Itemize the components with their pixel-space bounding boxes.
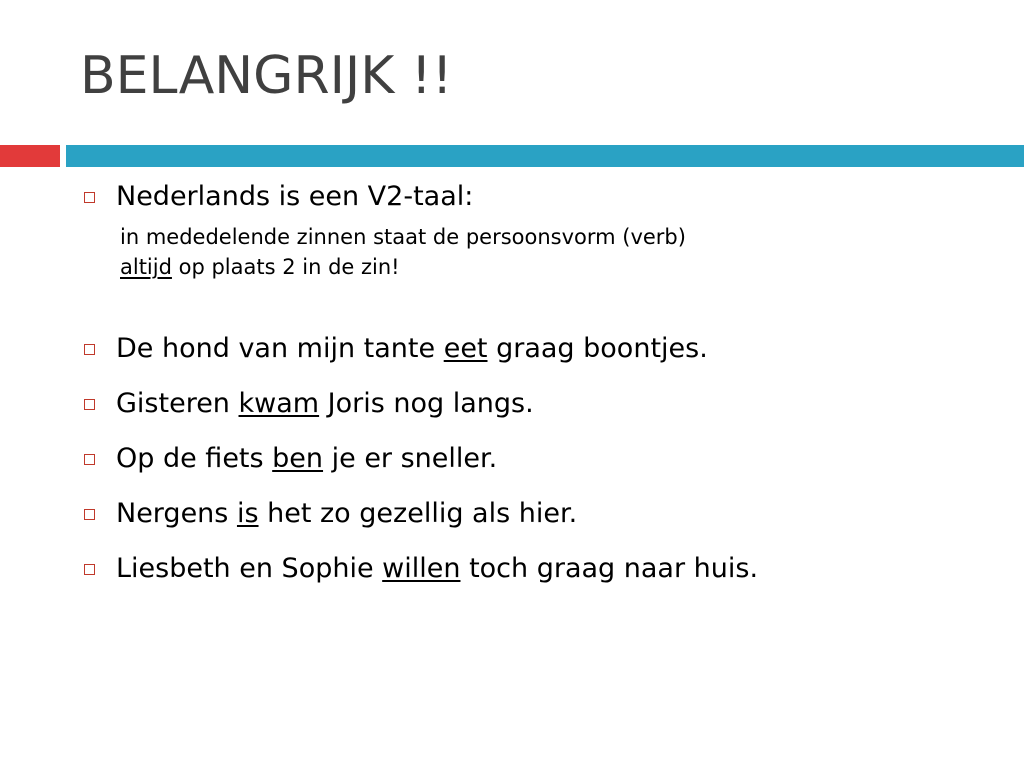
explanation-line-2-rest: op plaats 2 in de zin! (171, 255, 400, 279)
example-after: Joris nog langs. (319, 388, 534, 419)
intro-bullet (80, 180, 1000, 214)
example-verb: willen (382, 553, 461, 584)
example-after: het zo gezellig als hier. (258, 498, 578, 529)
slide-title: BELANGRIJK !! (80, 46, 453, 106)
example-before: Liesbeth en Sophie (116, 553, 383, 584)
intro-text: Nederlands is een V2-taal: (116, 181, 474, 212)
accent-bar-red (0, 145, 60, 167)
example-item (80, 552, 1000, 586)
explanation-line-2 (120, 252, 1000, 282)
example-verb: eet (443, 333, 488, 364)
example-item (80, 387, 1000, 421)
example-before: De hond van mijn tante (116, 333, 444, 364)
square-outline-icon (84, 564, 95, 575)
example-verb: is (236, 498, 259, 529)
explanation-line-1: in mededelende zinnen staat de persoonsvorm (verb) (120, 225, 686, 249)
example-verb: ben (272, 443, 324, 474)
intro-explanation (80, 222, 1000, 282)
example-item (80, 497, 1000, 531)
example-before: Op de fiets (116, 443, 273, 474)
example-before: Nergens (116, 498, 237, 529)
example-verb: kwam (238, 388, 320, 419)
example-item (80, 442, 1000, 476)
example-after: toch graag naar huis. (460, 553, 759, 584)
square-outline-icon (84, 192, 95, 203)
square-outline-icon (84, 344, 95, 355)
example-before: Gisteren (116, 388, 239, 419)
accent-bar-blue (66, 145, 1024, 167)
slide-content (80, 180, 1000, 607)
square-outline-icon (84, 454, 95, 465)
example-item (80, 332, 1000, 366)
square-outline-icon (84, 399, 95, 410)
emphasized-word: altijd (120, 255, 172, 279)
example-list (80, 332, 1000, 586)
square-outline-icon (84, 509, 95, 520)
example-after: je er sneller. (323, 443, 498, 474)
example-after: graag boontjes. (487, 333, 708, 364)
